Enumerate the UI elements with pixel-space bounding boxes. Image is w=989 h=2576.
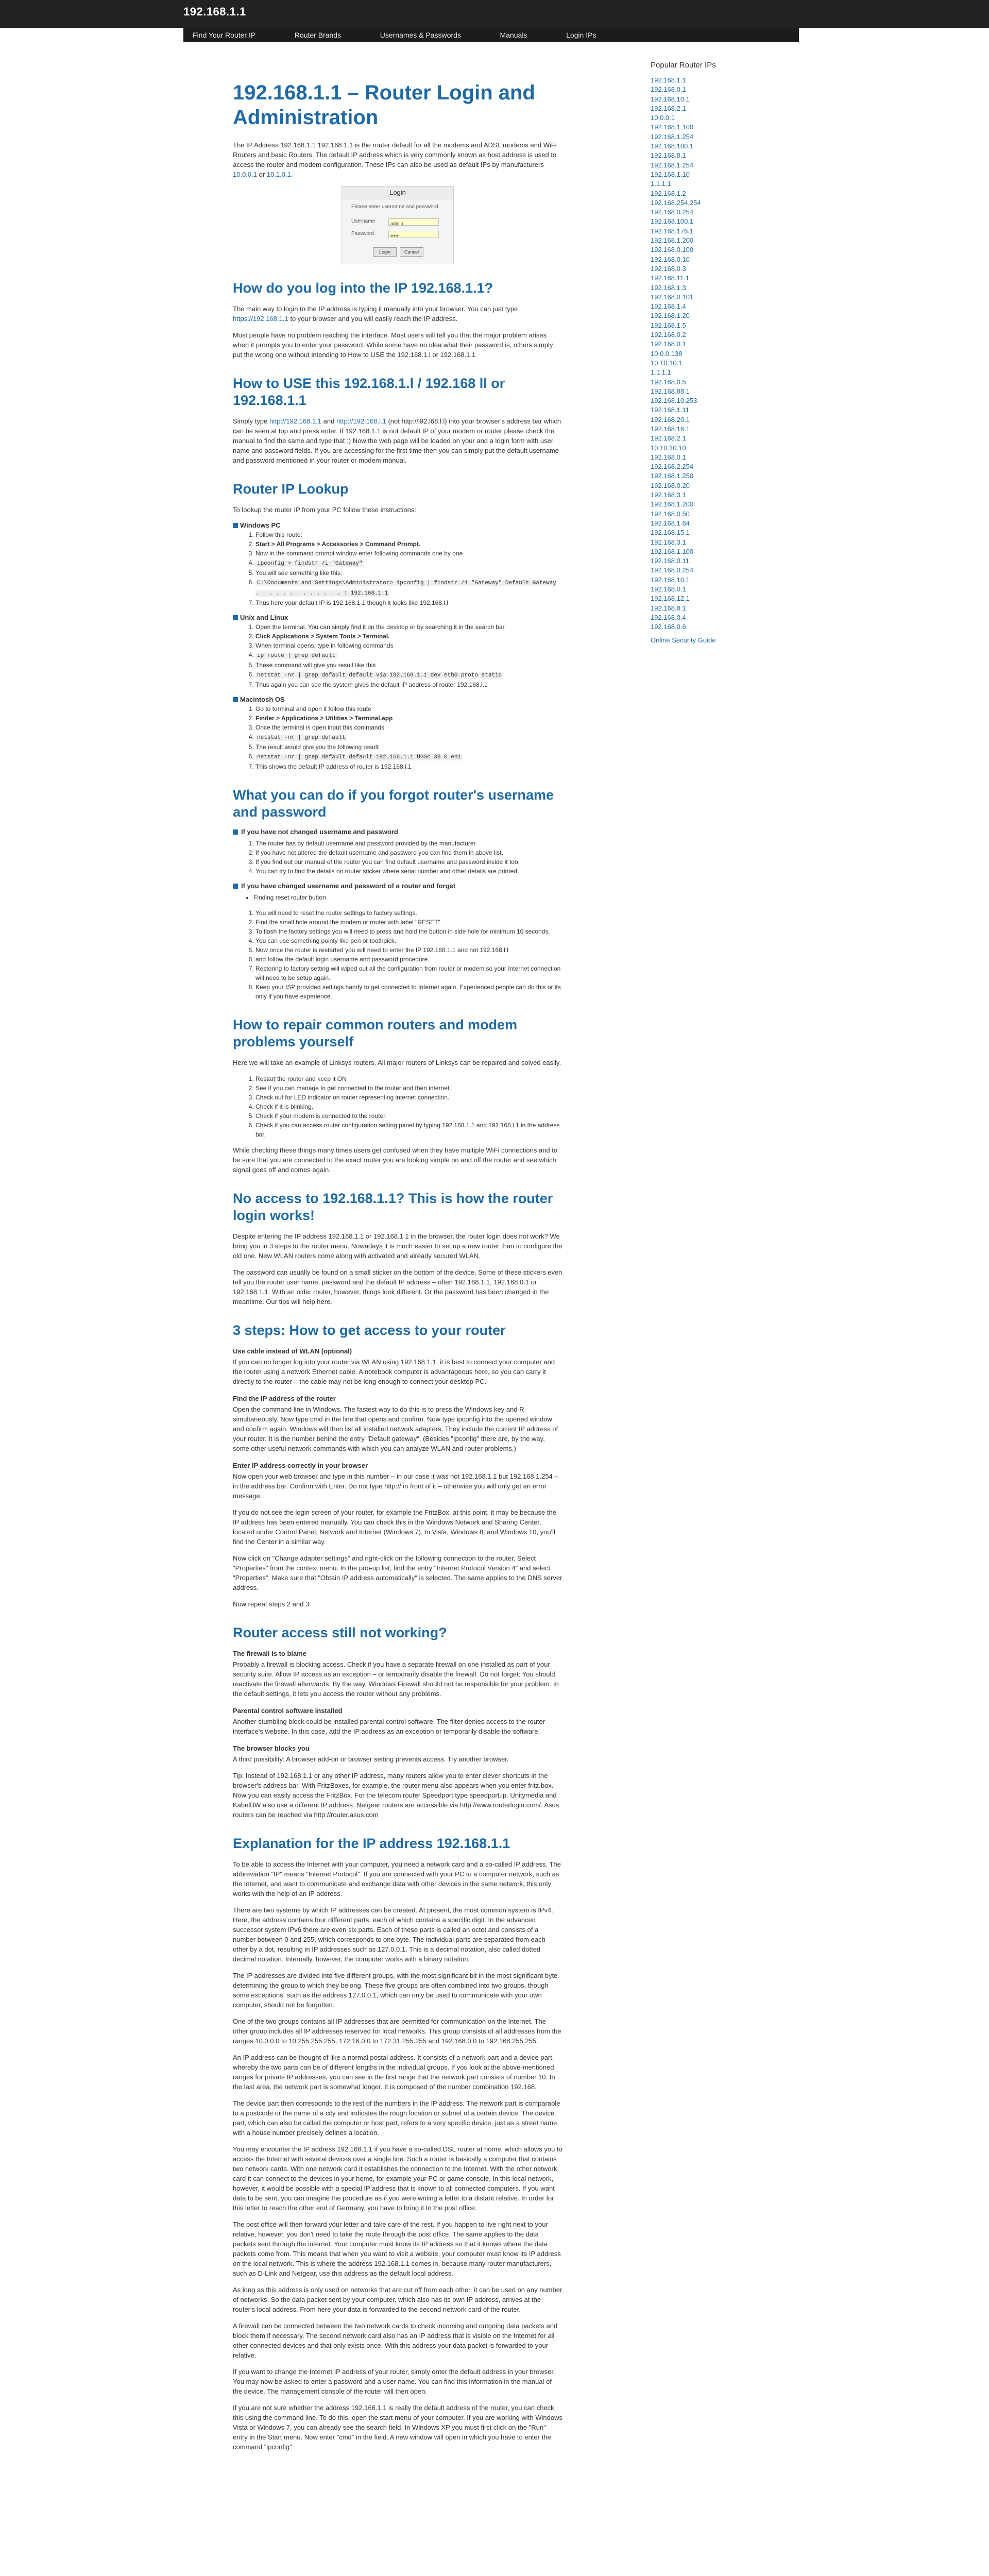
- sidebar-item: [651, 575, 800, 585]
- sidebar-item: [651, 613, 800, 622]
- paragraph: Now repeat steps 2 and 3.: [233, 1600, 311, 1608]
- list-item: 5. These command will give you result like this: [255, 660, 562, 670]
- sidebar-ip-link[interactable]: 192.168.1.10: [651, 170, 690, 178]
- subheading-not-changed: If you have not changed username and password: [233, 828, 562, 836]
- sidebar-item: [651, 547, 800, 556]
- sidebar-ip-link[interactable]: 192.168.0.11: [651, 557, 689, 565]
- sidebar-item: [651, 330, 800, 340]
- sidebar-item: [651, 604, 800, 613]
- sidebar-item: [651, 283, 800, 293]
- sidebar-ip-link[interactable]: 192.168.3.1: [651, 491, 686, 499]
- list-item: 5. The result would give you the following result: [255, 742, 562, 752]
- sidebar-item: [651, 132, 800, 142]
- paragraph: The password can usually be found on a small sticker on the bottom of the device. Some of these stickers even tell you the router user name, password and the default IP address – often 192.168.1.1, 192.168.0.1 or 192.168.1.1. With an older router, however, things look different. Or the password has been changed in the meantime. Our tips will help here.: [233, 1268, 562, 1306]
- sidebar-item: [651, 189, 800, 198]
- subheading: Use cable instead of WLAN (optional): [233, 1347, 352, 1355]
- sidebar-item: [651, 453, 800, 462]
- sidebar-item: [651, 302, 800, 311]
- sidebar-item: [651, 264, 800, 274]
- sidebar-ip-link[interactable]: 192.168.2.254: [651, 463, 694, 471]
- paragraph: Simply type http://192.168.1.1 and http://192.168.l.1 (not http://l92.l68.l.l) into your browser's address bar which can be seen at top and press enter. If 192.168.1.1 is not default IP of your modem or router please check the manual to find the same and type that :) Now the web page will be loaded on your and a login form with user name and password fields. If you are accessing for the first time then you can simply put the default username and password mentioned in your router or modem manual.: [233, 417, 561, 464]
- sidebar-item: [651, 274, 800, 283]
- top-bar: [0, 0, 989, 28]
- list-item: 3. To flash the factory settings you will need to press and hold the button in side hole for minimum 10 seconds.: [255, 927, 562, 936]
- list-item: 1. You will need to reset the router settings to factory settings.: [255, 908, 562, 918]
- sidebar-item: [651, 236, 800, 245]
- sidebar-ip-list: [651, 76, 800, 632]
- paragraph: One of the two groups contains all IP addresses that are permitted for communication on the Internet. The other group includes all IP addresses reserved for local networks. This group consists of all addresses from the ranges 10.0.0.0 to 10.255.255.255, 172.16.0.0 to 172.31.255.255 and 192.168.0.0 to 192.168.255.255.: [233, 2018, 561, 2045]
- sidebar-item: [651, 179, 800, 189]
- sidebar-ip-link[interactable]: 192.168.1.1: [651, 76, 686, 84]
- list-item: 1. Follow this route:: [255, 530, 562, 539]
- sidebar-ip-link[interactable]: 192.168.1.5: [651, 321, 686, 329]
- paragraph: An IP address can be thought of like a normal postal address. It consists of a network part and a device part, whereby the two parts can be of different lengths in the individual groups. If you look at the above-mentioned ranges for private IP addresses, you can see in the first range that the network part consists of number 10. In the last area, the network part is somewhat longer. It is composed of the number combination 192.168.: [233, 2054, 555, 2091]
- list-item: 6. C:\Documents and Settings\Administrator> ipconfig | findstr /i "Gateway" Default Gateway . . . . . . . . . . . . . : 192.168.1.1: [255, 578, 562, 598]
- sidebar-ip-link[interactable]: 192.168.8.1: [651, 604, 686, 612]
- site-logo[interactable]: 192.168.1.1: [183, 5, 246, 18]
- paragraph: A firewall can be connected between the two network cards to check incoming and outgoing data packets and block them if necessary. The second network card also has an IP address that is visible on the Internet for all other connected devices and that only exists once. With this address your data packet is forwarded to your relative.: [233, 2322, 558, 2359]
- login-image-pass-label: Password: [351, 231, 374, 236]
- sidebar-ip-link[interactable]: 192.168.0.20: [651, 481, 690, 489]
- sidebar-ip-link[interactable]: 192.168.10.1: [651, 575, 690, 584]
- list-item: 7. This shows the default IP address of router is 192.168.l.1: [255, 762, 562, 771]
- sidebar-item: [651, 387, 800, 396]
- paragraph: To lookup the router IP from your PC follow these instructions:: [233, 506, 416, 514]
- sidebar-ip-link[interactable]: 192.168.88.1: [651, 387, 690, 395]
- article: [233, 42, 562, 2459]
- sidebar-item: [651, 95, 800, 104]
- login-screenshot-image: [342, 186, 454, 264]
- list-item: 3. Check out for LED indicator on router representing internet connection.: [255, 1093, 562, 1102]
- sidebar-item: [651, 528, 800, 537]
- sidebar-ip-link[interactable]: 192.168.1.2: [651, 189, 686, 197]
- list-item: 6. Check if you can access router configuration setting panel by typing 192.168.1.1 and 192.168.l.1 in the address bar.: [255, 1121, 562, 1139]
- bullet-square-icon: [233, 884, 238, 889]
- list-item: 3. If you find out our manual of the router you can find default username and password inside it too.: [255, 857, 562, 867]
- paragraph: A third possibility: A browser add-on or browser setting prevents access. Try another browser.: [233, 1755, 509, 1763]
- list-item: 7. Restoring to factory setting will wiped out all the configuration from router or modem so your Internet connection will need to be setup again.: [255, 964, 562, 982]
- sidebar-ip-link[interactable]: 1.1.1.1: [651, 368, 671, 377]
- sidebar-ip-link[interactable]: 192.168.0.101: [651, 293, 694, 301]
- paragraph: While checking these things many times users get confused when they have multiple WiFi connections and to be sure that you are connected to the exact router you are looking simple on and off the router and see which signal goes off and comes again.: [233, 1146, 558, 1174]
- section-heading-usage: How to USE this 192.168.1.l / 192.168 ll or 192.168.1.1: [233, 376, 505, 408]
- sidebar-ip-link[interactable]: 192.168.2.1: [651, 104, 686, 112]
- sidebar-ip-link[interactable]: 192.168.1.100: [651, 547, 694, 555]
- sidebar-ip-link[interactable]: 192.168.0.1: [651, 340, 686, 348]
- subheading-changed: If you have changed username and password of a router and forget: [233, 882, 562, 890]
- sidebar-item: [651, 227, 800, 236]
- list-item: 5. Now once the router is restarted you will need to enter the IP 192.168.1.1 and not 192.168.l.l: [255, 945, 562, 955]
- sidebar-item: [651, 198, 800, 208]
- sidebar-ip-link[interactable]: 192.168.0.254: [651, 566, 694, 574]
- sidebar-item: [651, 349, 800, 359]
- sidebar-ip-link[interactable]: 192.168.0.3: [651, 264, 686, 273]
- list-item: 2. Click Applications > System Tools > Terminal.: [255, 632, 562, 641]
- windows-steps: [233, 530, 562, 607]
- sidebar-item: [651, 76, 800, 85]
- sidebar-ip-link[interactable]: 192.168.11.1: [651, 274, 689, 282]
- list-item: 1. Open the terminal. You can simply find it on the desktop or by searching it in the search bar: [255, 622, 562, 632]
- login-image-login-button: Login: [373, 247, 397, 257]
- list-item: 3. When terminal opens, type in following commands: [255, 641, 562, 650]
- sidebar-ip-link[interactable]: 192.168.1.200: [651, 236, 694, 245]
- nav-login-ips[interactable]: Login IPs: [566, 31, 596, 39]
- sidebar-ip-link[interactable]: 192.168.100.1: [651, 217, 694, 226]
- sidebar-item: [651, 538, 800, 547]
- sidebar-ip-link[interactable]: 192.168.100.1: [651, 142, 694, 150]
- sidebar-item: [651, 444, 800, 453]
- sidebar-ip-link[interactable]: 192.168.1.250: [651, 472, 694, 480]
- linux-icon: [233, 615, 238, 620]
- sidebar-item: [651, 359, 800, 368]
- sidebar-ip-link[interactable]: 192.168.0.1: [651, 585, 686, 594]
- sidebar-ip-link[interactable]: 192.168.12.1: [651, 595, 690, 603]
- paragraph: Probably a firewall is blocking access. Check if you have a separate firewall on one installed as part of your security suite. Allow IP access as an exception – or temporarily disable the firewall. Do not forget: You should reactivate the firewall afterwards. By the way, Windows Firewall should not be responsible for your problem. In the default settings, it lets you access the router without any problems.: [233, 1660, 559, 1698]
- subheading: Find the IP address of the router: [233, 1395, 336, 1402]
- sidebar-ip-link[interactable]: 10.10.10.1: [651, 359, 683, 367]
- list-item: 5. You will see something like this:: [255, 568, 562, 578]
- subheading: Parental control software installed: [233, 1707, 343, 1715]
- list-item: 4. You can try to find the details on router sticker where serial number and other details are printed.: [255, 867, 562, 876]
- changed-list: [233, 893, 562, 902]
- list-item: 6. netstat -nr | grep default default 192.168.1.1 UGSc 38 0 en1: [255, 752, 562, 762]
- sidebar-ip-link[interactable]: 192.168.1.254: [651, 161, 694, 169]
- sidebar-ip-link[interactable]: 192.168.15.1: [651, 529, 690, 537]
- sidebar-ip-link[interactable]: 192.168.2.1: [651, 434, 686, 443]
- linux-title: Unix and Linux: [233, 614, 562, 621]
- sidebar-ip-link[interactable]: 192.168.8.1: [651, 151, 686, 160]
- login-image-hint: Please enter username and password.: [351, 204, 440, 210]
- paragraph: As long as this address is only used on networks that are cut off from each other, it can be used on any number of networks. So the data packet sent by your computer, which also has its own IP address, arrives at the router's local address. From here your data is forwarded to the second network card of the router.: [233, 2286, 562, 2313]
- sidebar-item: [651, 622, 800, 632]
- linux-steps: [233, 622, 562, 689]
- sidebar-item: [651, 170, 800, 179]
- paragraph: If you want to change the Internet IP address of your router, simply enter the default address in your browser. You may now be asked to enter a password and a user name. You can find this information in the manual of the device. The management console of the router will then open.: [233, 2368, 555, 2395]
- list-item: 4. You can use something pointy like pen or toothpick.: [255, 936, 562, 945]
- repair-steps: [233, 1074, 562, 1139]
- list-item: 2. Finder > Applications > Utilities > Terminal.app: [255, 714, 562, 723]
- section-heading-explanation: Explanation for the IP address 192.168.1.1: [233, 1836, 510, 1851]
- sidebar-ip-link[interactable]: 192.168.1.200: [651, 500, 694, 509]
- sidebar-ip-link[interactable]: 192.168.0.254: [651, 208, 694, 216]
- sidebar-ip-link[interactable]: 192.168.0.1: [651, 453, 686, 461]
- list-item: 7. Thus again you can see the system gives the default IP address of router 192.168.l.1: [255, 680, 562, 689]
- intro-link-2[interactable]: 10.1.0.1: [266, 171, 291, 178]
- list-item: 6. and follow the default login username and password procedure.: [255, 955, 562, 964]
- sidebar-item: [651, 434, 800, 443]
- paragraph: Most people have no problem reaching the interface. Most users will tell you that the major problem arises when it prompts you to enter your password. While some have no idea what their password is, others simply put the wrong one without intending to How to USE the 192.168.1.l or 192.168.1.1: [233, 331, 553, 359]
- sidebar-ip-link[interactable]: 192.168.0.1: [651, 86, 686, 94]
- sidebar-item: [651, 471, 800, 481]
- section-heading-repair: How to repair common routers and modem problems yourself: [233, 1017, 518, 1049]
- section-heading-still-not-working: Router access still not working?: [233, 1625, 447, 1640]
- sidebar-item: [651, 368, 800, 377]
- sidebar-ip-link[interactable]: 192.168.1.11: [651, 406, 689, 414]
- sidebar-item: [651, 321, 800, 330]
- list-item: 1. Go to terminal and open it follow this route: [255, 704, 562, 714]
- section-heading-lookup: Router IP Lookup: [233, 481, 349, 497]
- sidebar-item: [651, 85, 800, 94]
- sidebar-item: [651, 113, 800, 123]
- paragraph: Now open your web browser and type in this number – in our case it was not 192.168.1.1 but 192.168.1.254 – in the address bar. Confirm with Enter. Do not type http:// in front of it – otherwise you will only get an error message.: [233, 1472, 558, 1500]
- paragraph: The device part then corresponds to the rest of the numbers in the IP address. The network part is comparable to a postcode or the name of a city and indicates the rough location or subnet of a certain device. The device part, which can also be called the computer or host part, refers to a very specific device, just as a street name with a house number precisely defines a location.: [233, 2099, 560, 2137]
- paragraph: You may encounter the IP address 192.168.1.1 if you have a so-called DSL router at home, which allows you to access the Internet with several devices over a single line. Such a router is basically a computer that contains two network cards. With one network card it establishes the connection to the Internet. With the other network card it can connect to the devices in your home, for example your PC or game console. In this local network, however, it would be possible with a special IP address that is known to all connected computers. If you want data to be sent, you can imagine the procedure as if you were writing a letter to a distant relative. In order for this letter to reach the other end of Germany, you have to bring it to the post office.: [233, 2145, 562, 2212]
- sidebar-item: [651, 104, 800, 113]
- nav-manuals[interactable]: Manuals: [500, 31, 527, 39]
- main-nav: [183, 28, 799, 42]
- sidebar-ip-link[interactable]: 192.168.10.253: [651, 397, 697, 405]
- subheading: The browser blocks you: [233, 1744, 310, 1752]
- sidebar-item: [651, 161, 800, 170]
- sidebar-item: [651, 405, 800, 415]
- list-item: 2. If you have not altered the default username and password you can find them in above list.: [255, 848, 562, 857]
- sidebar-ip-link[interactable]: 1.1.1.1: [651, 180, 671, 188]
- main-content: [183, 42, 606, 2576]
- list-item: 2. See if you can manage to get connected to the router and then internet.: [255, 1083, 562, 1093]
- login-image-pass-field: •••••: [388, 231, 439, 238]
- paragraph: Another stumbling block could be installed parental control software. The filter denies access to the router interface's website. In this case, add the IP address as an exception or temporarily disable the software.: [233, 1718, 545, 1735]
- subheading: The firewall is to blame: [233, 1650, 307, 1657]
- nav-find-router-ip[interactable]: Find Your Router IP: [193, 31, 256, 39]
- mac-steps: [233, 704, 562, 771]
- sidebar-item: [651, 556, 800, 566]
- list-item: 1. The router has by default username and password provided by the manufacturer.: [255, 839, 562, 848]
- list-item: 2. Start > All Programs > Accessories > Command Prompt.: [255, 539, 562, 549]
- list-item: 1. Restart the router and keep it ON: [255, 1074, 562, 1083]
- sidebar-item: [651, 293, 800, 302]
- list-item: 4. ipconfig > findstr /i "Gateway": [255, 558, 562, 568]
- sidebar-ip-link[interactable]: 192.168.1.4: [651, 302, 686, 311]
- sidebar-ip-link[interactable]: 192.168.0.2: [651, 331, 686, 339]
- list-item: 4. Check if it is blinking.: [255, 1102, 562, 1111]
- windows-icon: [233, 523, 238, 528]
- sidebar-item: [651, 490, 800, 500]
- sidebar-ip-link[interactable]: 192.168.0.100: [651, 246, 694, 254]
- paragraph: Here we will take an example of Linksys routers. All major routers of Linksys can be repaired and solved easily.: [233, 1059, 561, 1066]
- login-url-link[interactable]: https://192.168.1.1: [233, 315, 288, 323]
- sidebar-item: [651, 415, 800, 425]
- sidebar-ip-link[interactable]: 192.168.1.3: [651, 283, 686, 292]
- sidebar-ip-link[interactable]: 192.168.176.1: [651, 227, 694, 235]
- paragraph: Tip: Instead of 192.168.1.1 or any other IP address, many routers allow you to enter clever shortcuts in the browser's address bar. With FritzBoxes, for example, the router menu also appears when you enter fritz.box. Now you can easily access the FritzBox. For the telecom router Speedport type speedport.ip. Unitymedia and KabelBW also use a different IP address. Netgear routers are accessible via http://www.routerlogin.com/. Asus routers can be reached via http://router.asus.com: [233, 1772, 559, 1819]
- list-item: 2. Find the small hole around the modem or router with label "RESET".: [255, 918, 562, 927]
- sidebar-item: [651, 340, 800, 349]
- sidebar-item: [651, 142, 800, 151]
- sidebar-link-security-guide[interactable]: Online Security Guide: [651, 636, 716, 644]
- list-item: 7. Thus here your default IP is 192.168.1.1 though it looks like 192.168.l.l: [255, 598, 562, 607]
- list-item: 3. Now in the command prompt window enter following commands one by one: [255, 549, 562, 558]
- section-heading-no-access: No access to 192.168.1.1? This is how the router login works!: [233, 1191, 553, 1223]
- paragraph: The post office will then forward your letter and take care of the rest. If you happen to live right next to your relative, however, you don't need to take the route through the post office. The same applies to the data packets sent through the internet. Your computer must know its IP address so that it knows where the data packets come from. This means that when you want to visit a website, your computer must know its IP address on the local network. This is where the address 192.168.1.1 comes in, because many router manufacturers, such as D-Link and Netgear, use this address as the default local address.: [233, 2221, 561, 2277]
- paragraph: If you do not see the login screen of your router, for example the FritzBox, at this point, it may be because the IP address has been entered manually. You can check this in the Windows Network and Sharing Center, located under Control Panel, Network and Internet (Windows 7). In Vista, Windows 8, and Windows 10, you'll find the Center in a similar way.: [233, 1509, 556, 1546]
- sidebar: [651, 61, 800, 644]
- usage-link-2[interactable]: http://192.168.l.1: [336, 417, 386, 425]
- sidebar-item: [651, 123, 800, 132]
- sidebar-ip-link[interactable]: 192.168.1.64: [651, 519, 690, 527]
- subheading: Enter IP address correctly in your browser: [233, 1462, 368, 1469]
- section-heading-3-steps: 3 steps: How to get access to your router: [233, 1323, 506, 1338]
- sidebar-item: [651, 311, 800, 320]
- sidebar-item: [651, 500, 800, 509]
- paragraph: There are two systems by which IP addresses can be created. At present, the most common system is IPv4. Here, the address contains four different parts, each of which contains a specific digit. In the advanced successor system IPv6 there are even six parts. Each of these parts is called an octet and consists of a number between 0 and 255, which corresponds to one byte. The individual parts are separated from each other by a dot, resulting in IP addresses such as 127.0.0.1. This is a decimal notation, also called dotted decimal notation. Internally, however, the computer works with a binary notation.: [233, 1906, 553, 1963]
- sidebar-ip-link[interactable]: 192.168.0.10: [651, 255, 690, 263]
- list-item: 6. netstat -nr | grep default default via 192.168.1.1 dev eth0 proto static: [255, 670, 562, 680]
- nav-usernames-passwords[interactable]: Usernames & Passwords: [380, 31, 461, 39]
- reset-steps: [233, 908, 562, 1001]
- sidebar-item: [651, 217, 800, 226]
- sidebar-item: [651, 585, 800, 594]
- sidebar-ip-link[interactable]: 192.168.16.1: [651, 425, 690, 433]
- sidebar-extra: [651, 636, 800, 644]
- paragraph: Open the command line in Windows. The fastest way to do this is to press the Windows key and R simultaneously. Now type cmd in the line that opens and confirm. Now type ipconfig into the opened window and confirm again. Windows will then list all installed network adapters. They include the current IP address of your router. It is the number behind the entry "Default gateway". (Besides "Ipconfig" there are, by the way, some other useful network commands with which you can analyze WLAN and router problems.): [233, 1405, 558, 1452]
- sidebar-ip-link[interactable]: 192.168.0.50: [651, 510, 690, 518]
- sidebar-item: [651, 255, 800, 264]
- sidebar-ip-link[interactable]: 192.168.1.20: [651, 312, 690, 320]
- sidebar-item: [651, 519, 800, 528]
- mac-title: Macintosh OS: [233, 696, 562, 703]
- list-item: 4. netstat -nr | grep default: [255, 732, 562, 742]
- login-image-user-label: Username: [351, 218, 376, 224]
- list-item: 8. Keep your ISP provided settings handy to get connected to Internet again. Experienced people can do this or its only if you have experience.: [255, 982, 562, 1001]
- sidebar-ip-link[interactable]: 192.168.0.5: [651, 378, 686, 386]
- list-item: 4. ip route | grep default: [255, 650, 562, 660]
- sidebar-ip-link[interactable]: 192.168.10.1: [651, 95, 690, 103]
- paragraph: If you can no longer log into your router via WLAN using 192.168.1.1, it is best to connect your computer and the router using a network Ethernet cable. A notebook computer is advantageous here, so you can carry it directly to the router – the cable may not be long enough to connect your desktop PC.: [233, 1358, 555, 1385]
- sidebar-item: [651, 510, 800, 519]
- sidebar-ip-link[interactable]: 192.168.0.6: [651, 623, 686, 631]
- sidebar-item: [651, 566, 800, 575]
- sidebar-item: [651, 245, 800, 255]
- login-image-user-field: admin: [388, 218, 439, 226]
- list-item: • Finding reset router button: [253, 893, 562, 902]
- sidebar-title: Popular Router IPs: [651, 61, 716, 70]
- sidebar-ip-link[interactable]: 10.0.0.1: [651, 114, 675, 122]
- sidebar-item: [651, 151, 800, 160]
- nav-router-brands[interactable]: Router Brands: [294, 31, 342, 39]
- sidebar-item: [651, 481, 800, 490]
- paragraph: Now click on "Change adapter settings" and right-click on the following connection to the router. Select "Properties" from the context menu. In the pop-up list, find the entry "Internet Protocol Version 4" and select "Properties". Make sure that "Obtain IP address automatically" is selected. The same applies to the DNS server address.: [233, 1554, 562, 1591]
- login-image-title: Login: [342, 187, 453, 199]
- section-heading-login: How do you log into the IP 192.168.1.1?: [233, 280, 493, 296]
- intro-paragraph: The IP Address 192.168.1.1 192.168.1.1 is the router default for all the modems and ADSL modems and WiFi Routers and basic Routers. The default IP address which is very commonly known as host address is used to access the router and modem configuration. These IPs can also be used as default IPs by manufacturers 10.0.0.1 or 10.1.0.1.: [233, 141, 557, 178]
- paragraph: If you are not sure whether the address 192.168.1.1 is really the default address of the router, you can check this using the command line. To do this, open the start menu of your computer. If you are working with Windows Vista or Windows 7, you can already see the search field. In Windows XP you must first click on the "Run" entry in the Start menu. Now enter "cmd" in the field. A new window will open in which you have to enter the command "ipconfig".: [233, 2404, 562, 2451]
- bullet-square-icon: [233, 829, 238, 835]
- sidebar-ip-link[interactable]: 192.168.3.1: [651, 538, 686, 546]
- sidebar-item: [651, 208, 800, 217]
- sidebar-item: [651, 378, 800, 387]
- sidebar-ip-link[interactable]: 192.168.1.100: [651, 123, 694, 131]
- sidebar-ip-link[interactable]: 10.0.0.138: [651, 349, 683, 358]
- page-title: 192.168.1.1 – Router Login and Administration: [233, 81, 535, 129]
- sidebar-ip-link[interactable]: 192.168.20.1: [651, 415, 690, 423]
- not-changed-list: [233, 839, 562, 876]
- sidebar-ip-link[interactable]: 192.168.254.254: [651, 198, 701, 207]
- sidebar-ip-link[interactable]: 192.168.1.254: [651, 132, 694, 141]
- sidebar-item: [651, 396, 800, 405]
- list-item: 3. Once the terminal is open input this commands: [255, 723, 562, 732]
- intro-link-1[interactable]: 10.0.0.1: [233, 171, 257, 178]
- login-image-cancel-button: Cancel: [400, 247, 423, 257]
- sidebar-ip-link[interactable]: 10.10.10.10: [651, 444, 686, 452]
- paragraph: The IP addresses are divided into five different groups, with the most significant bit in the most significant byte determining the group to which they belong. These five groups are often combined into two groups, though some exceptions, such as the address 127.0.0.1, which can only be used to communicate with your own computer, should not be forgotten.: [233, 1972, 558, 2009]
- sidebar-item: [651, 425, 800, 434]
- sidebar-item: [651, 462, 800, 471]
- sidebar-ip-link[interactable]: 192.168.0.4: [651, 613, 686, 621]
- paragraph: The main way to login to the IP address is typing it manually into your browser. You can just type https://192.168.1.1 to your browser and you will easily reach the IP address.: [233, 305, 518, 323]
- paragraph: Despite entering the IP address 192.168.1.1 or 192.168.1.1 in the browser, the router login does not work? We bring you in 3 steps to the router menu. Nowadays it is much easier to set up a new router than to configure the old one. New WLAN routers come along with activated and already secured WLAN.: [233, 1232, 562, 1260]
- sidebar-item: [651, 594, 800, 603]
- usage-link-1[interactable]: http://192.168.1.1: [269, 417, 322, 425]
- apple-icon: [233, 697, 238, 702]
- paragraph: To be able to access the Internet with your computer, you need a network card and a so-called IP address. The abbreviation "IP" means "Internet Protocol". If you are connected with your PC to a computer network, such as the Internet, and want to communicate and exchange data with other devices in the same network, this only works with the help of an IP address.: [233, 1860, 561, 1897]
- list-item: 5. Check if your modem is connected to the router.: [255, 1111, 562, 1121]
- windows-title: Windows PC: [233, 521, 562, 529]
- section-heading-forgot: What you can do if you forgot router's username and password: [233, 787, 554, 820]
